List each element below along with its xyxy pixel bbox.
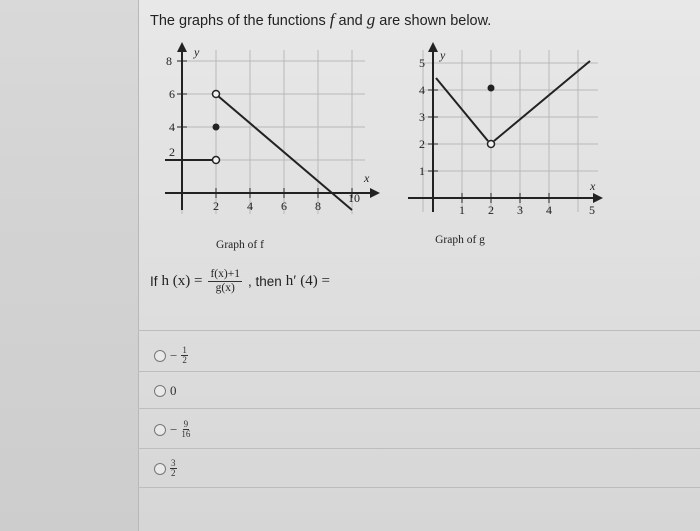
radio-button[interactable] xyxy=(154,350,166,362)
f-open-point-2-2 xyxy=(213,157,220,164)
fraction-denominator: g(x) xyxy=(215,282,235,294)
g-y-tick-3: 3 xyxy=(419,110,425,124)
g-y-label: y xyxy=(440,48,446,62)
answer-option-4[interactable] xyxy=(154,459,177,478)
g-x-tick-2: 2 xyxy=(488,203,494,217)
g-y-tick-5: 5 xyxy=(419,56,425,70)
fraction xyxy=(208,268,241,295)
g-y-tick-1: 1 xyxy=(419,164,425,178)
f-x-tick-2: 2 xyxy=(213,199,219,213)
radio-button[interactable] xyxy=(154,424,166,436)
fraction-numerator: f(x)+1 xyxy=(210,268,240,280)
divider xyxy=(138,371,700,372)
f-y-label: y xyxy=(194,45,200,59)
f-y-tick-8: 8 xyxy=(166,54,172,68)
then-text: , then xyxy=(247,274,282,289)
g-x-tick-4: 4 xyxy=(546,203,552,217)
radio-button[interactable] xyxy=(154,463,166,475)
divider xyxy=(138,330,700,331)
divider xyxy=(138,408,700,409)
g-open-point-2-2 xyxy=(488,141,495,148)
g-y-tick-2: 2 xyxy=(419,137,425,151)
f-x-tick-6: 6 xyxy=(281,199,287,213)
f-x-tick-4: 4 xyxy=(247,199,253,213)
f-y-tick-6: 6 xyxy=(169,87,175,101)
question-text: The graphs of the functions f and g are shown below. xyxy=(150,10,492,29)
radio-button[interactable] xyxy=(154,385,166,397)
f-y-tick-4: 4 xyxy=(169,120,175,134)
answer-option-2[interactable]: 0 xyxy=(154,383,177,399)
h-prime-expression: h′ (4) = xyxy=(285,273,330,289)
formula xyxy=(150,268,330,295)
graph-g-caption: Graph of g xyxy=(435,234,485,246)
divider xyxy=(138,487,700,488)
f-y-tick-2: 2 xyxy=(169,145,175,159)
g-x-label: x xyxy=(590,179,596,193)
option-fraction: 3 2 xyxy=(171,458,176,478)
g-x-tick-1: 1 xyxy=(459,203,465,217)
divider xyxy=(138,448,700,449)
f-x-label: x xyxy=(364,171,370,185)
f-open-point-2-6 xyxy=(213,91,220,98)
g-x-tick-3: 3 xyxy=(517,203,523,217)
graph-f-caption: Graph of f xyxy=(216,239,264,251)
f-closed-point-2-4 xyxy=(213,124,220,131)
g-right-segment xyxy=(494,61,590,141)
f-x-tick-10: 10 xyxy=(348,191,360,205)
answer-option-3[interactable]: − $\frac{9}{16}$ xyxy=(154,420,190,439)
g-x-tick-5: 5 xyxy=(589,203,595,217)
f-x-tick-8: 8 xyxy=(315,199,321,213)
g-closed-point-2-5 xyxy=(488,85,495,92)
option-fraction: $\frac{9}{16}$ xyxy=(181,419,191,439)
graph-f xyxy=(160,42,390,257)
if-text: If xyxy=(150,274,158,289)
h-definition: h (x) = xyxy=(161,273,203,289)
g-y-tick-4: 4 xyxy=(419,83,425,97)
option-fraction: $\frac{1}{2}$ xyxy=(182,345,187,365)
graph-g xyxy=(398,42,613,257)
answer-option-1[interactable]: − $\frac{1}{2}$ xyxy=(154,346,188,365)
